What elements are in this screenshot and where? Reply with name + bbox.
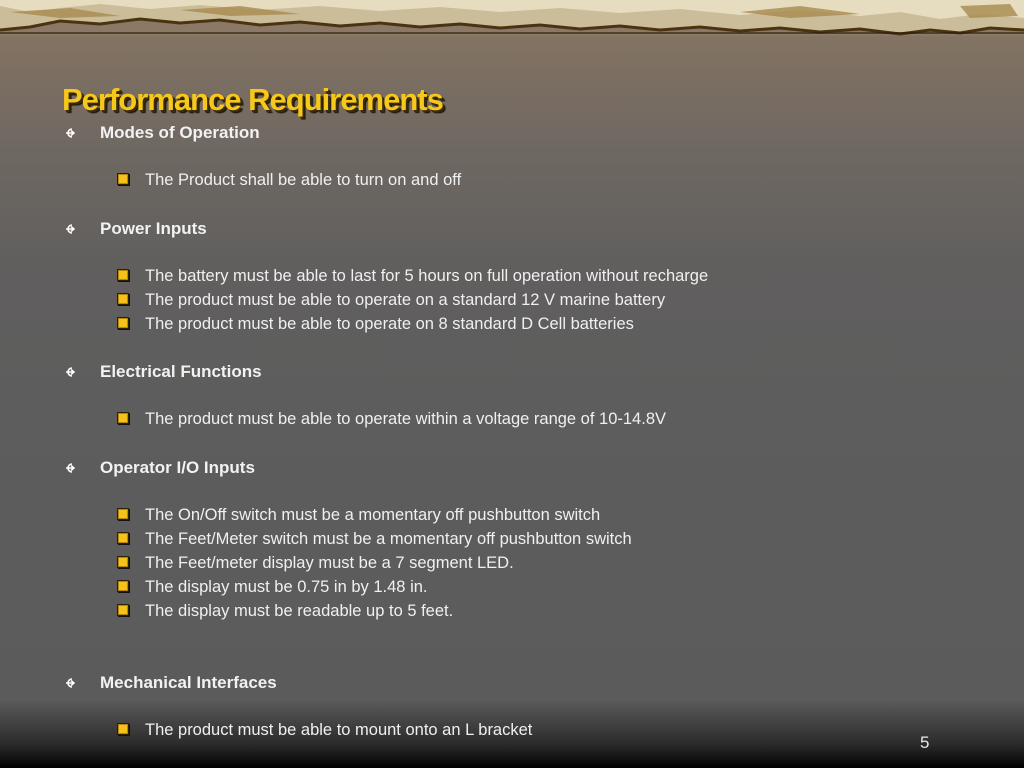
slide-title: Performance Requirements <box>62 82 443 117</box>
arrow-bullet-icon <box>62 360 76 384</box>
requirement-item: The product must be able to operate on a standard 12 V marine battery <box>145 291 666 309</box>
requirement-item: The Feet/meter display must be a 7 segment LED. <box>145 554 514 572</box>
arrow-bullet-icon <box>62 217 76 241</box>
requirement-item: The product must be able to mount onto an L bracket <box>145 721 533 739</box>
requirement-item: The display must be 0.75 in by 1.48 in. <box>145 578 428 596</box>
section-heading: Power Inputs <box>100 219 207 238</box>
section-heading: Operator I/O Inputs <box>100 458 255 477</box>
page-number: 5 <box>920 733 930 752</box>
requirement-item: The On/Off switch must be a momentary off pushbutton switch <box>145 506 601 524</box>
square-bullet-icon <box>117 556 129 568</box>
square-bullet-icon <box>117 532 129 544</box>
square-bullet-icon <box>117 173 129 185</box>
section-heading: Mechanical Interfaces <box>100 673 277 692</box>
arrow-bullet-icon <box>62 456 76 480</box>
arrow-bullet-icon <box>62 671 76 695</box>
requirement-item: The battery must be able to last for 5 hours on full operation without recharge <box>145 267 709 285</box>
section-heading: Modes of Operation <box>100 123 260 142</box>
square-bullet-icon <box>117 604 129 616</box>
section-heading: Electrical Functions <box>100 362 262 381</box>
square-bullet-icon <box>117 580 129 592</box>
square-bullet-icon <box>117 293 129 305</box>
arrow-bullet-icon <box>62 121 76 145</box>
square-bullet-icon <box>117 412 129 424</box>
requirement-item: The display must be readable up to 5 feet. <box>145 602 454 620</box>
square-bullet-icon <box>117 508 129 520</box>
requirement-item: The Feet/Meter switch must be a momentary off pushbutton switch <box>145 530 632 548</box>
requirement-item: The product must be able to operate on 8 standard D Cell batteries <box>145 315 634 333</box>
square-bullet-icon <box>117 723 129 735</box>
requirement-item: The Product shall be able to turn on and off <box>145 171 462 189</box>
square-bullet-icon <box>117 317 129 329</box>
requirement-item: The product must be able to operate within a voltage range of 10-14.8V <box>145 410 666 428</box>
square-bullet-icon <box>117 269 129 281</box>
